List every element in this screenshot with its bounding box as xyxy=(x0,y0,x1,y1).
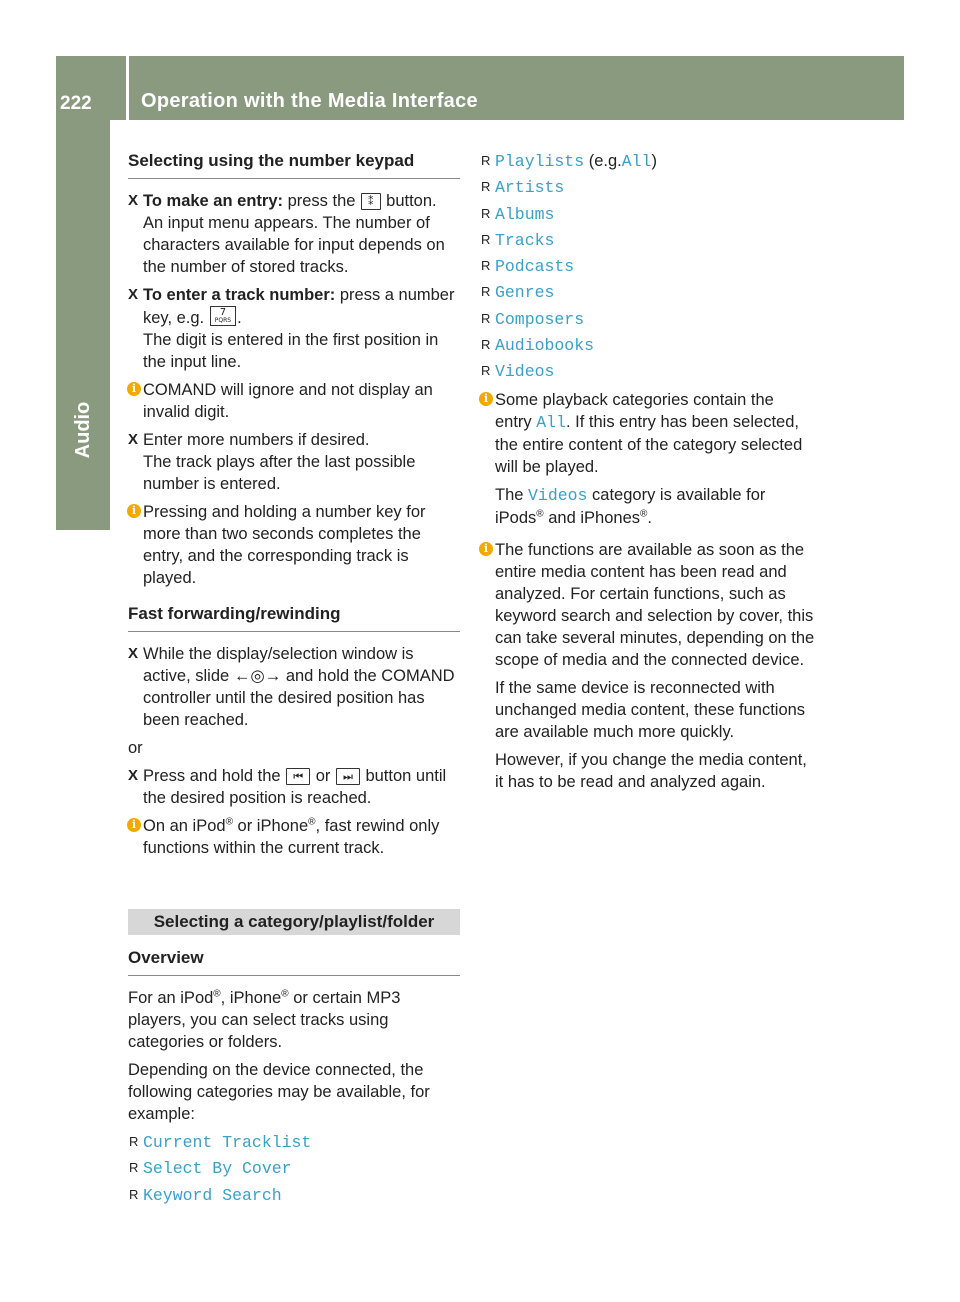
side-tab-label: Audio xyxy=(72,401,94,459)
right-column xyxy=(480,150,815,799)
list-item xyxy=(480,229,815,252)
step-arrow-icon: X xyxy=(128,431,139,448)
step-enter-track-number: X To enter a track number: press a number key, e.g. 7 PQRS . The digit is entered in the first position in the input line. xyxy=(128,286,455,371)
bullet-icon: R xyxy=(129,1186,139,1202)
list-item xyxy=(480,360,815,383)
list-item xyxy=(480,203,815,226)
info-icon: i xyxy=(479,392,493,406)
menu-term: All xyxy=(621,152,652,171)
menu-term: Keyword Search xyxy=(143,1185,282,1205)
list-item: R Playlists (e.g.All) xyxy=(481,152,657,171)
bullet-icon: R xyxy=(481,153,491,168)
step-arrow-icon: X xyxy=(128,192,139,209)
hash-key-icon: ⁑ xyxy=(361,193,381,210)
bullet-icon: R xyxy=(129,1160,139,1176)
step-slide-controller: X While the display/selection window is active, slide ←◎→ and hold the COMAND controller until the desired position has been reached. xyxy=(128,645,455,729)
menu-term: Playlists xyxy=(495,152,585,171)
list-item xyxy=(480,176,815,199)
info-note-ipod-rewind: i On an iPod® or iPhone®, fast rewind only functions within the current track. xyxy=(128,815,460,859)
left-column xyxy=(128,150,460,1210)
menu-term: Videos xyxy=(495,362,555,382)
step-arrow-icon: X xyxy=(128,767,139,784)
list-item xyxy=(128,1184,460,1207)
step-enter-more-numbers: X Enter more numbers if desired. The track plays after the last possible number is entered. xyxy=(128,431,416,493)
side-tab-block xyxy=(56,462,110,530)
bullet-icon: R xyxy=(481,310,491,326)
bullet-icon: R xyxy=(481,205,491,221)
menu-term: All xyxy=(536,413,566,433)
list-item xyxy=(128,1157,460,1180)
step-arrow-icon: X xyxy=(128,286,139,303)
skip-back-key-icon: ⏮ xyxy=(286,768,310,785)
menu-term: Select By Cover xyxy=(143,1159,292,1179)
menu-term: Current Tracklist xyxy=(143,1133,312,1152)
bullet-icon: R xyxy=(481,179,491,195)
list-item xyxy=(480,281,815,304)
bullet-icon: R xyxy=(481,363,491,379)
menu-term: Tracks xyxy=(495,230,555,250)
menu-term: Composers xyxy=(495,309,585,329)
step-make-entry: X To make an entry: press the ⁑ button. An input menu appears. The number of characters available for input depends on the number of stored tracks. xyxy=(128,192,445,276)
info-icon: i xyxy=(127,504,141,518)
section-heading-number-keypad: Selecting using the number keypad xyxy=(128,150,460,179)
bullet-icon: R xyxy=(129,1134,139,1149)
info-icon: i xyxy=(127,818,141,832)
info-note-change-content-paragraph: However, if you change the media content, it has to be read and analyzed again. xyxy=(495,751,807,792)
info-note-reconnect-paragraph: If the same device is reconnected with unchanged media content, these functions are available much more quickly. xyxy=(495,679,806,742)
info-icon: i xyxy=(127,382,141,396)
bullet-icon: R xyxy=(481,258,491,274)
or-text: or xyxy=(128,739,143,757)
info-note-invalid-digit: i COMAND will ignore and not display an invalid digit. xyxy=(128,379,460,423)
menu-term: Podcasts xyxy=(495,257,575,277)
overview-paragraph-2: Depending on the device connected, the following categories may be available, for example: xyxy=(128,1061,430,1123)
section-banner-category-playlist-folder: Selecting a category/playlist/folder xyxy=(128,909,460,935)
list-item xyxy=(480,334,815,357)
overview-paragraph-1: For an iPod®, iPhone® or certain MP3 players, you can select tracks using categories or folders. xyxy=(128,988,401,1051)
list-item xyxy=(128,1131,460,1154)
page-title: Operation with the Media Interface xyxy=(141,90,478,112)
info-note-hold-key: i Pressing and holding a number key for more than two seconds completes the entry, and the corresponding track is played. xyxy=(128,501,460,589)
controller-slide-icon: ←◎→ xyxy=(233,667,282,685)
info-note-all-entry: i Some playback categories contain the entry All. If this entry has been selected, the entire content of the category selected will be played. xyxy=(480,389,815,478)
menu-term: Videos xyxy=(528,486,588,506)
info-note-functions-available: i The functions are available as soon as the entire media content has been read and analyzed. For certain functions, such as keyword search and selection by cover, this can take several minutes, depending on the scope of media and the connected device. xyxy=(480,539,815,671)
info-note-videos-paragraph: The Videos category is available for iPods® and iPhones®. xyxy=(495,486,766,528)
menu-term: Audiobooks xyxy=(495,336,595,356)
header-divider xyxy=(126,56,129,120)
info-icon: i xyxy=(479,542,493,556)
section-heading-overview: Overview xyxy=(128,947,460,976)
step-arrow-icon: X xyxy=(128,645,139,662)
menu-term: Albums xyxy=(495,204,555,224)
menu-term: Genres xyxy=(495,283,555,303)
page-number: 222 xyxy=(60,93,92,114)
number-7-key-icon: 7 PQRS xyxy=(210,306,236,326)
list-item xyxy=(480,308,815,331)
bullet-icon: R xyxy=(481,284,491,300)
skip-forward-key-icon: ⏭ xyxy=(336,768,360,785)
bullet-icon: R xyxy=(481,231,491,247)
menu-term: Artists xyxy=(495,178,565,198)
bullet-icon: R xyxy=(481,337,491,353)
section-heading-fast-forwarding: Fast forwarding/rewinding xyxy=(128,603,460,632)
step-press-hold-skip: X Press and hold the ⏮ or ⏭ button until the desired position is reached. xyxy=(128,767,447,807)
list-item xyxy=(480,255,815,278)
